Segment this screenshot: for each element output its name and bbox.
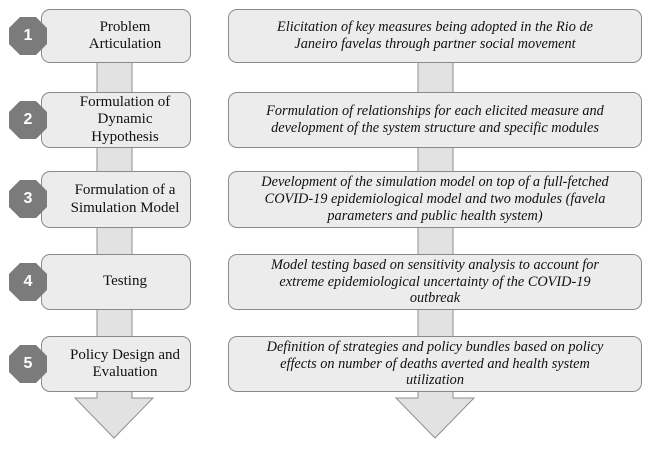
step-5-number: 5 — [23, 355, 33, 372]
step-2-label: Formulation of Dynamic Hypothesis — [79, 94, 171, 145]
step-3-description-box — [228, 171, 642, 228]
step-1-number: 1 — [23, 27, 33, 44]
step-4-label: Testing — [103, 273, 147, 290]
step-5-badge — [8, 344, 48, 384]
step-4-description-box — [228, 254, 642, 310]
step-4-badge — [8, 262, 48, 302]
step-3-badge — [8, 179, 48, 219]
step-5-box — [41, 336, 191, 392]
step-2-number: 2 — [23, 111, 33, 128]
step-4-number: 4 — [23, 273, 33, 290]
step-4-box — [41, 254, 191, 310]
step-2-description-box — [228, 92, 642, 148]
step-3-label: Formulation of a Simulation Model — [70, 182, 180, 216]
step-5-description-box — [228, 336, 642, 392]
step-1-description-box — [228, 9, 642, 63]
step-5-label: Policy Design and Evaluation — [70, 346, 180, 380]
step-4-description: Model testing based on sensitivity analysis to account for extreme epidemiological uncertainty of the COVID-19 outbreak — [271, 256, 599, 307]
step-1-box — [41, 9, 191, 63]
step-2-description: Formulation of relationships for each elicited measure and development of the system structure and specific modules — [266, 103, 604, 136]
step-1-description: Elicitation of key measures being adopted in the Rio de Janeiro favelas through partner social movement — [277, 19, 593, 52]
step-1-label: Problem Articulation — [88, 18, 162, 52]
step-2-badge — [8, 100, 48, 140]
step-1-badge — [8, 16, 48, 56]
step-3-box — [41, 171, 191, 228]
step-2-box — [41, 92, 191, 148]
step-3-description: Development of the simulation model on top of a full-fetched COVID-19 epidemiological model and two modules (favela parameters and public health system) — [261, 174, 609, 224]
step-5-description: Definition of strategies and policy bundles based on policy effects on number of deaths averted and health system utilization — [266, 338, 604, 389]
step-3-number: 3 — [23, 190, 33, 207]
